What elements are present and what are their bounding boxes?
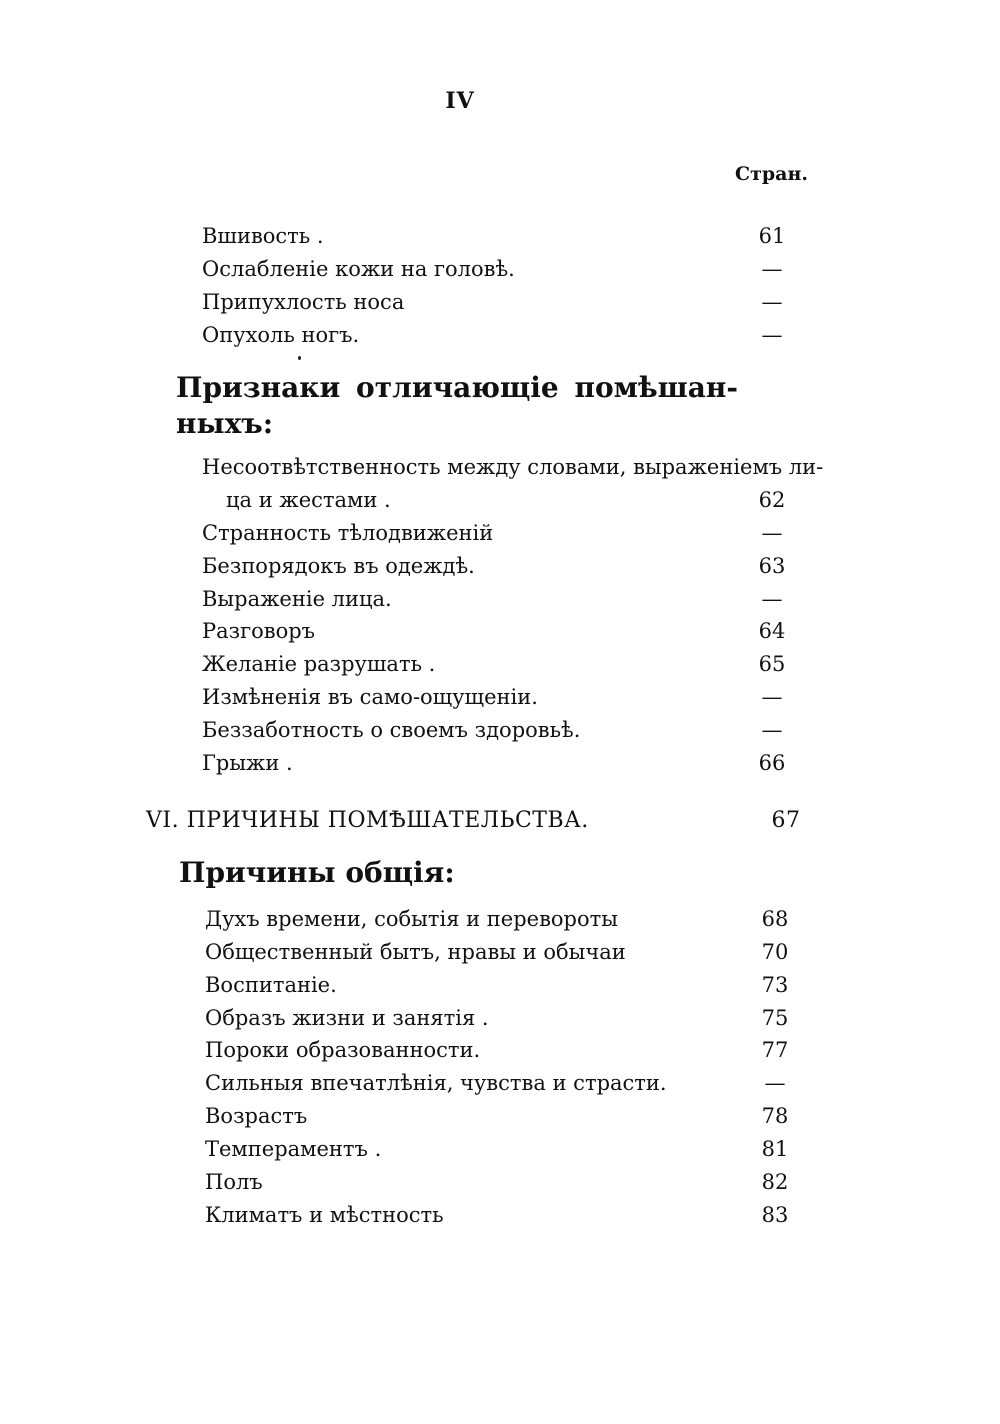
section-heading: [146, 804, 828, 838]
toc-entry: [202, 681, 802, 714]
toc-entry-page: 65: [758, 652, 786, 676]
toc-entry-page: 66: [758, 751, 786, 775]
subsection-heading-line: ныхъ:: [176, 407, 274, 440]
toc-entry-label: Духъ времени, событія и перевороты: [205, 907, 618, 931]
toc-entry-page: 62: [758, 488, 786, 512]
toc-entry-page: —: [761, 587, 783, 611]
toc-entry: [202, 220, 802, 253]
toc-entry: [205, 1067, 805, 1100]
subsection-heading-line: Признаки отличающіе помѣшан-: [176, 371, 738, 404]
toc-entry-label: Разговоръ: [202, 619, 316, 643]
toc-entry-page: 75: [761, 1006, 789, 1030]
toc-entry: [205, 1133, 805, 1166]
toc-entry-page: 61: [758, 224, 786, 248]
toc-entry: [202, 517, 802, 550]
toc-entry-page: —: [761, 290, 783, 314]
toc-entry: [205, 1199, 805, 1232]
toc-entry: [202, 747, 802, 780]
toc-entry-label: Припухлость носа: [202, 290, 405, 314]
toc-entry-label: Темпераментъ .: [205, 1137, 382, 1161]
toc-entry-page: 83: [761, 1203, 789, 1227]
toc-entry: [205, 969, 805, 1002]
toc-entry-label: Климатъ и мѣстность: [205, 1203, 444, 1227]
toc-entry-page: 77: [761, 1038, 789, 1062]
toc-entry: [205, 1166, 805, 1199]
toc-entry-label: Сильныя впечатлѣнія, чувства и страсти.: [205, 1071, 667, 1095]
toc-entry: [205, 1100, 805, 1133]
toc-entry-label: Желаніе разрушать .: [202, 652, 436, 676]
toc-entry: [202, 253, 802, 286]
toc-entry: [202, 583, 802, 616]
toc-entry-label: Измѣненія въ само-ощущеніи.: [202, 685, 538, 709]
toc-entry-label: Ослабленіе кожи на головѣ.: [202, 257, 515, 281]
toc-entry-page: —: [761, 521, 783, 545]
toc-entry-label: Опухоль ногъ.: [202, 323, 360, 347]
toc-entry-page: 78: [761, 1104, 789, 1128]
toc-entry: [202, 550, 802, 583]
toc-entry: [202, 286, 802, 319]
toc-entry: [202, 714, 802, 747]
toc-entry: [202, 615, 802, 648]
toc-entry-label: Несоотвѣтственность между словами, выраженіемъ ли-: [202, 455, 824, 479]
toc-entry-label: Вшивость .: [202, 224, 324, 248]
toc-entry: [205, 1034, 805, 1067]
toc-entry-label: Полъ: [205, 1170, 263, 1194]
page-column-header: Стран.: [734, 163, 808, 185]
toc-entry-label: Общественный бытъ, нравы и обычаи: [205, 940, 626, 964]
toc-entry-label: Возрастъ: [205, 1104, 308, 1128]
toc-entry-label: Беззаботность о своемъ здоровьѣ.: [202, 718, 581, 742]
toc-entry-label: ца и жестами .: [226, 488, 391, 512]
toc-entry-label: Странность тѣлодвиженій: [202, 521, 494, 545]
print-speck: [298, 356, 301, 360]
toc-entry-page: 68: [761, 907, 789, 931]
toc-entry-page: 63: [758, 554, 786, 578]
toc-entry-page: 64: [758, 619, 786, 643]
toc-entry-label: Воспитаніе.: [205, 973, 337, 997]
toc-entry: [202, 451, 824, 484]
toc-entry: [205, 903, 805, 936]
toc-entry-label: Грыжи .: [202, 751, 293, 775]
toc-entry-page: —: [761, 323, 783, 347]
toc-entry: [202, 319, 802, 352]
toc-entry-page: —: [761, 257, 783, 281]
toc-entry-page: —: [764, 1071, 786, 1095]
subsection-heading: [176, 370, 738, 442]
subsection-heading: Причины общія:: [179, 856, 455, 889]
toc-entry-page: 73: [761, 973, 789, 997]
toc-entry: [205, 1002, 805, 1035]
section-heading-label: VI. ПРИЧИНЫ ПОМѢШАТЕЛЬСТВА.: [146, 808, 589, 833]
toc-entry-label: Выраженіе лица.: [202, 587, 392, 611]
toc-entry: [202, 484, 802, 517]
toc-entry: [205, 936, 805, 969]
section-heading-page: 67: [771, 808, 801, 833]
toc-entry-label: Образъ жизни и занятія .: [205, 1006, 489, 1030]
toc-entry-page: 70: [761, 940, 789, 964]
toc-entry-page: —: [761, 718, 783, 742]
page-folio: IV: [445, 88, 475, 114]
toc-entry-page: —: [761, 685, 783, 709]
toc-entry-page: 81: [761, 1137, 789, 1161]
toc-entry-page: 82: [761, 1170, 789, 1194]
toc-entry-label: Безпорядокъ въ одеждѣ.: [202, 554, 475, 578]
toc-entry: [202, 648, 802, 681]
toc-entry-label: Пороки образованности.: [205, 1038, 481, 1062]
